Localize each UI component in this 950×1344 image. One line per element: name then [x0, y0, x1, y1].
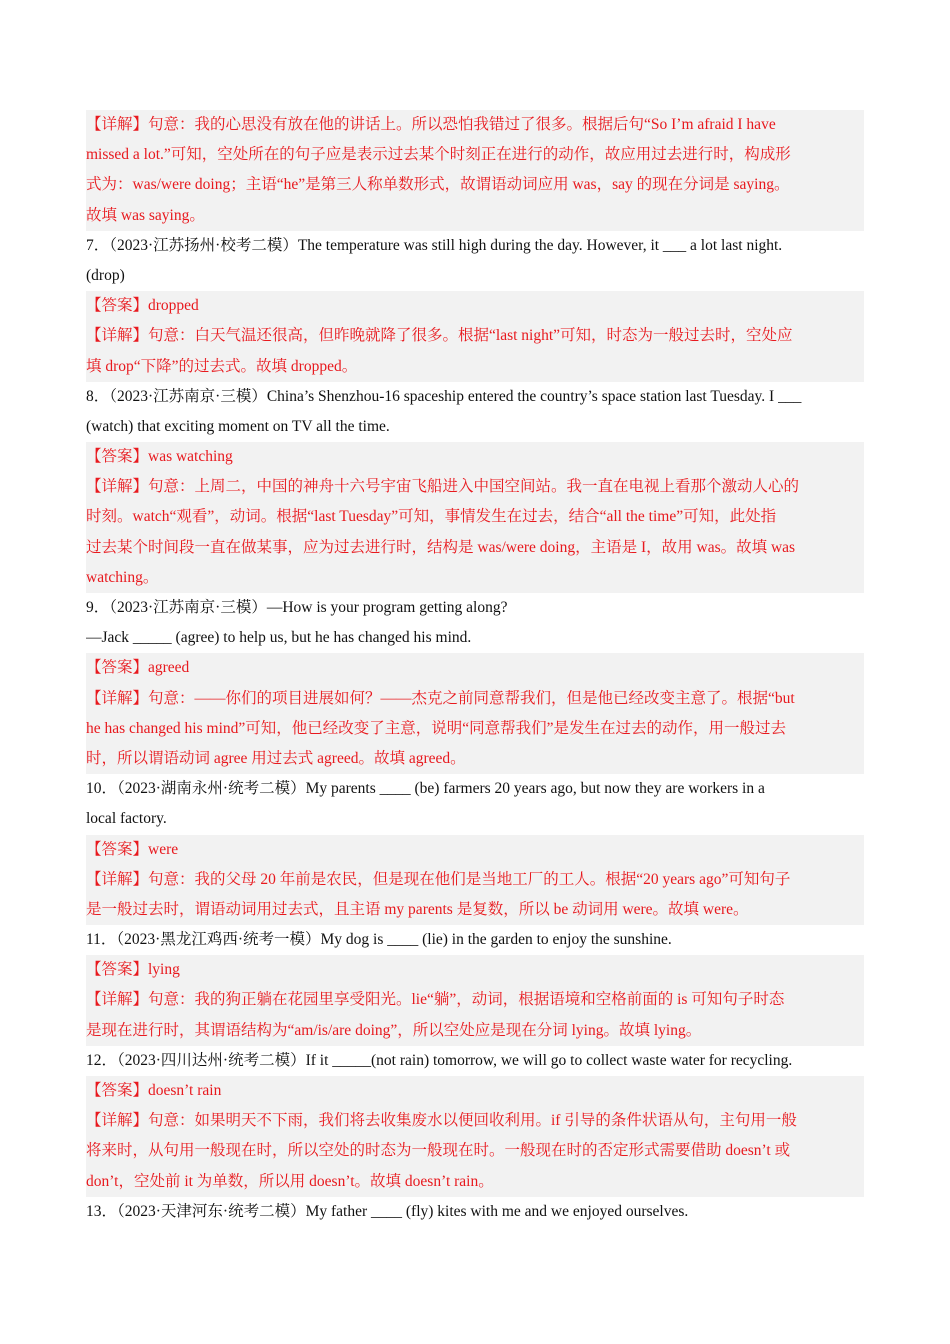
item-6 — [86, 110, 864, 231]
answer-line: 【答案】doesn’t rain — [86, 1082, 222, 1099]
question-block — [86, 925, 864, 955]
answer-line: 【答案】lying — [86, 961, 180, 979]
answer-detail-block — [86, 291, 864, 382]
answer-line: 【答案】were — [86, 840, 179, 858]
question-line: 12．（2023·四川达州·统考二模）If it _____(not rain) tomorrow, we will go to collect waste water for recycling. — [86, 1051, 793, 1069]
question-block — [86, 231, 864, 291]
question-line: —Jack _____ (agree) to help us, but he has changed his mind. — [86, 629, 472, 647]
detail-line: 时刻。watch“观看”，动词。根据“last Tuesday”可知，事情发生在过去，结合“all the time”可知，此处指 — [86, 508, 777, 526]
question-line: 8．（2023·江苏南京·三模）China’s Shenzhou-16 spaceship entered the country’s space station last Tuesday. I ___ — [86, 387, 802, 405]
detail-line: 式为：was/were doing；主语“he”是第三人称单数形式，故谓语动词应用 was，say 的现在分词是 saying。 — [86, 176, 790, 194]
question-block — [86, 774, 864, 834]
question-block — [86, 593, 864, 653]
item-8 — [86, 382, 864, 593]
detail-line: 是一般过去时，谓语动词用过去式，且主语 my parents 是复数，所以 be 动词用 were。故填 were。 — [86, 900, 749, 918]
answer-line: 【答案】agreed — [86, 659, 190, 677]
answer-line: 【答案】was watching — [86, 448, 233, 466]
detail-block — [86, 110, 864, 231]
question-line: 10．（2023·湖南永州·统考二模）My parents ____ (be) farmers 20 years ago, but now they are workers in a — [86, 780, 765, 798]
detail-line: 【详解】句意：上周二，中国的神舟十六号宇宙飞船进入中国空间站。我一直在电视上看那个激动人心的 — [86, 478, 800, 496]
item-13 — [86, 1197, 864, 1227]
item-12 — [86, 1046, 864, 1197]
detail-line: 填 drop“下降”的过去式。故填 dropped。 — [86, 357, 358, 375]
question-line: 11．（2023·黑龙江鸡西·统考一模）My dog is ____ (lie) in the garden to enjoy the sunshine. — [86, 931, 672, 949]
answer-line: 【答案】dropped — [86, 297, 199, 315]
detail-line: 是现在进行时，其谓语结构为“am/is/are doing”，所以空处应是现在分词 lying。故填 lying。 — [86, 1021, 702, 1039]
detail-line: watching。 — [86, 568, 159, 586]
item-9 — [86, 593, 864, 774]
detail-line: don’t，空处前 it 为单数，所以用 doesn’t。故填 doesn’t rain。 — [86, 1172, 494, 1190]
detail-line: 【详解】句意：如果明天不下雨，我们将去收集废水以便回收利用。if 引导的条件状语从句，主句用一般 — [86, 1112, 797, 1130]
answer-detail-block — [86, 442, 864, 593]
question-line: (watch) that exciting moment on TV all the time. — [86, 417, 390, 435]
detail-line: missed a lot.”可知，空处所在的句子应是表示过去某个时刻正在进行的动作，故应用过去进行时，构成形 — [86, 146, 791, 164]
detail-line: 【详解】句意：白天气温还很高，但昨晚就降了很多。根据“last night”可知，时态为一般过去时，空处应 — [86, 327, 793, 345]
detail-line: 过去某个时间段一直在做某事，应为过去进行时，结构是 was/were doing，主语是 I，故用 was。故填 was — [86, 538, 796, 556]
detail-line: 时，所以谓语动词 agree 用过去式 agreed。故填 agreed。 — [86, 749, 466, 767]
item-10 — [86, 774, 864, 925]
answer-detail-block — [86, 835, 864, 926]
detail-line: 【详解】句意：我的心思没有放在他的讲话上。所以恐怕我错过了很多。根据后句“So I’m afraid I have — [86, 116, 776, 133]
detail-line: he has changed his mind”可知，他已经改变了主意，说明“同意帮我们”是发生在过去的动作，用一般过去 — [86, 719, 787, 737]
question-line: local factory. — [86, 810, 167, 828]
detail-line: 将来时，从句用一般现在时，所以空处的时态为一般现在时。一般现在时的否定形式需要借助 doesn’t 或 — [86, 1142, 791, 1160]
question-block — [86, 1197, 864, 1227]
item-11 — [86, 925, 864, 1046]
detail-line: 【详解】句意：——你们的项目进展如何？——杰克之前同意帮我们，但是他已经改变主意了。根据“but — [86, 689, 795, 707]
question-line: 7．（2023·江苏扬州·校考二模）The temperature was still high during the day. However, it ___ a lot last night. — [86, 236, 783, 254]
item-7 — [86, 231, 864, 382]
question-line: 9．（2023·江苏南京·三模）—How is your program getting along? — [86, 599, 508, 616]
detail-line: 故填 was saying。 — [86, 206, 205, 224]
document-body — [86, 110, 864, 1227]
question-block — [86, 1046, 864, 1076]
detail-line: 【详解】句意：我的狗正躺在花园里享受阳光。lie“躺”，动词，根据语境和空格前面的 is 可知句子时态 — [86, 991, 785, 1009]
detail-line: 【详解】句意：我的父母 20 年前是农民，但是现在他们是当地工厂的工人。根据“20 years ago”可知句子 — [86, 870, 791, 888]
question-block — [86, 382, 864, 442]
answer-detail-block — [86, 955, 864, 1046]
question-line: (drop) — [86, 266, 125, 284]
question-line: 13．（2023·天津河东·统考二模）My father ____ (fly) kites with me and we enjoyed ourselves. — [86, 1202, 689, 1220]
answer-detail-block — [86, 1076, 864, 1197]
answer-detail-block — [86, 653, 864, 774]
